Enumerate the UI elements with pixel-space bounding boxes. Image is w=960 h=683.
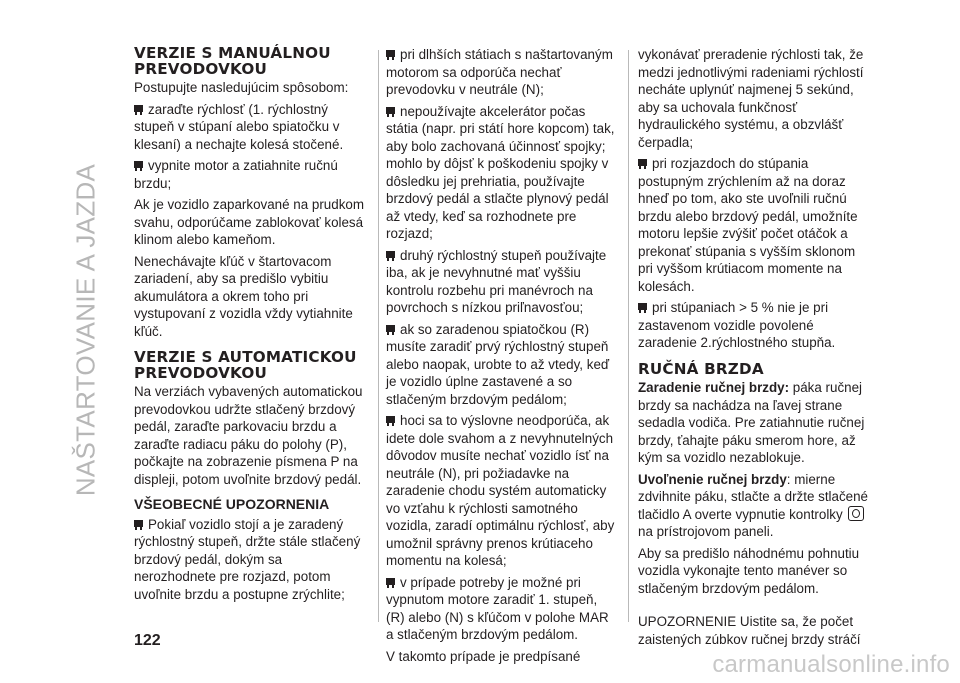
watermark: carmanualsonline.info	[712, 651, 950, 678]
chapter-side-title: NAŠTARTOVANIE A JAZDA	[70, 163, 101, 497]
bullet-item: ak so zaradenou spiatočkou (R) musíte zaradiť prvý rýchlostný stupeň alebo naopak, urobte to až vtedy, keď je vozidlo úplne zastavené a so stlačeným brzdovým pedálom;	[386, 321, 610, 407]
bullet-icon	[638, 158, 649, 169]
bullet-icon	[638, 302, 649, 313]
bullet-icon	[386, 577, 397, 588]
bullet-item: hoci sa to výslovne neodporúča, ak idete dole svahom a z nevyhnutelných dôvodov musíte nechať vozidlo ísť na neutrále (N), pri požiadavke na zaradenie chodu systém automaticky vo vzťahu k rýchlosti samotného vozidla, zaradí optimálnu rýchlosť, aby umožnil správny prenos krútiaceho momentu na kolesá;	[386, 413, 615, 568]
bullet-item: pri stúpaniach > 5 % nie je pri zastavenom vozidle povolené zaradenie 2.rýchlostného stupňa.	[638, 300, 836, 350]
bullet-item: nepoužívajte akcelerátor počas státia (napr. pri státí hore kopcom) tak, aby bolo zachovaná účinnosť spojky; mohlo by dôjsť k poškodeniu spojky v dôsledku jej prehriatia, používajte brzdový pedál a stlačte plynový pedál až vtedy, keď sa rozhodnete pre rozjazd;	[386, 103, 615, 241]
bullet-item: pri dlhších státiach s naštartovaným motorom sa odporúča nechať prevodovku v neutrále (N);	[386, 47, 613, 97]
bullet-icon	[386, 250, 397, 261]
section-heading-manual: VERZIE S MANUÁLNOU PREVODOVKOU	[134, 44, 331, 78]
section-heading-automatic: VERZIE S AUTOMATICKOU PREVODOVKOU	[134, 348, 357, 382]
bullet-icon	[386, 49, 397, 60]
paragraph: UPOZORNENIE Uistite sa, že počet zaistených zúbkov ručnej brzdy stráčí	[638, 614, 861, 647]
bullet-item: v prípade potreby je možné pri vypnutom motore zaradiť 1. stupeň, (R) alebo (N) s kľúčom v polohe MAR a stlačeným brzdovým pedálom.	[386, 574, 609, 642]
paragraph: Nenechávajte kľúč v štartovacom zariadení, aby sa predišlo vybitiu akumulátora a okrem toho pri vystupovaní z vozidla vždy vytiahnite kľúč.	[134, 253, 353, 339]
bullet-icon	[134, 519, 145, 530]
section-heading-warnings: VŠEOBECNÉ UPOZORNENIA	[134, 496, 330, 512]
column-2	[386, 46, 618, 669]
bullet-item: pri rozjazdoch do stúpania postupným zrýchlením až na doraz hneď po tom, ako ste uvoľnili ručnú brzdu alebo brzdový pedál, umožníte motoru lepšie zvýšiť počet otáčok a prekonať stúpania s vyšším sklonom pri vyššom krútiacom momente na kolesách.	[638, 156, 858, 294]
bullet-icon	[134, 104, 145, 115]
label-apply-brake: Zaradenie ručnej brzdy:	[638, 380, 790, 395]
column-1	[134, 46, 366, 607]
label-release-brake: Uvoľnenie ručnej brzdy	[638, 471, 787, 487]
paragraph: Zaradenie ručnej brzdy: páka ručnej brzdy sa nachádza na ľavej strane sedadla vodiča. Pre zatiahnutie ručnej brzdy, ťahajte páku smerom hore, až kým sa vozidlo nezablokuje.	[638, 380, 865, 465]
paragraph: V takomto prípade je predpísané	[386, 648, 581, 664]
column-divider	[378, 50, 379, 622]
column-3	[638, 46, 870, 652]
bullet-item: zaraďte rýchlosť (1. rýchlostný stupeň v stúpaní alebo spiatočku v klesaní) a nechajte kolesá stočené.	[134, 101, 344, 152]
bullet-item: vypnite motor a zatiahnite ručnú brzdu;	[134, 158, 338, 191]
section-heading-parking-brake: RUČNÁ BRZDA	[638, 359, 764, 378]
bullet-item: druhý rýchlostný stupeň používajte iba, ak je nevyhnutné mať vyššiu kontrolu rozbehu pri manévroch na povrchoch s nízkou priľnavosťou;	[386, 247, 607, 315]
bullet-icon	[386, 415, 397, 426]
bullet-icon	[134, 160, 145, 171]
column-divider	[628, 50, 629, 622]
paragraph: Uvoľnenie ručnej brzdy: mierne zdvihnite páku, stlačte a držte stlačené tlačidlo A overte vypnutie kontrolky na prístrojovom paneli.	[638, 471, 869, 539]
paragraph: Postupujte nasledujúcim spôsobom:	[134, 80, 349, 95]
brake-warning-light-icon	[848, 506, 864, 521]
bullet-icon	[386, 324, 397, 335]
bullet-icon	[386, 106, 397, 117]
paragraph: vykonávať preradenie rýchlosti tak, že medzi jednotlivými radeniami rýchlostí necháte uplynúť najmenej 5 sekúnd, aby sa uchovala funkčnosť hydraulického systému, a obzvlášť čerpadla;	[638, 47, 864, 150]
paragraph: Aby sa predišlo náhodnému pohnutiu vozidla vykonajte tento manéver so stlačeným brzdovým pedálom.	[638, 545, 860, 596]
page-number: 122	[134, 632, 161, 649]
paragraph: Na verziách vybavených automatickou prevodovkou udržte stlačený brzdový pedál, zaraďte parkovaciu brzdu a zaraďte radiacu páku do polohy (P), počkajte na zobrazenie písmena P na displeji, potom uvoľnite brzdový pedál.	[134, 384, 363, 487]
bullet-item: Pokiaľ vozidlo stojí a je zaradený rýchlostný stupeň, držte stále stlačený brzdový pedál, dokým sa nerozhodnete pre rozjazd, potom uvoľnite brzdu a postupne zrýchlite;	[134, 516, 361, 602]
paragraph: Ak je vozidlo zaparkované na prudkom svahu, odporúčame zablokovať kolesá klinom alebo kameňom.	[134, 197, 365, 247]
